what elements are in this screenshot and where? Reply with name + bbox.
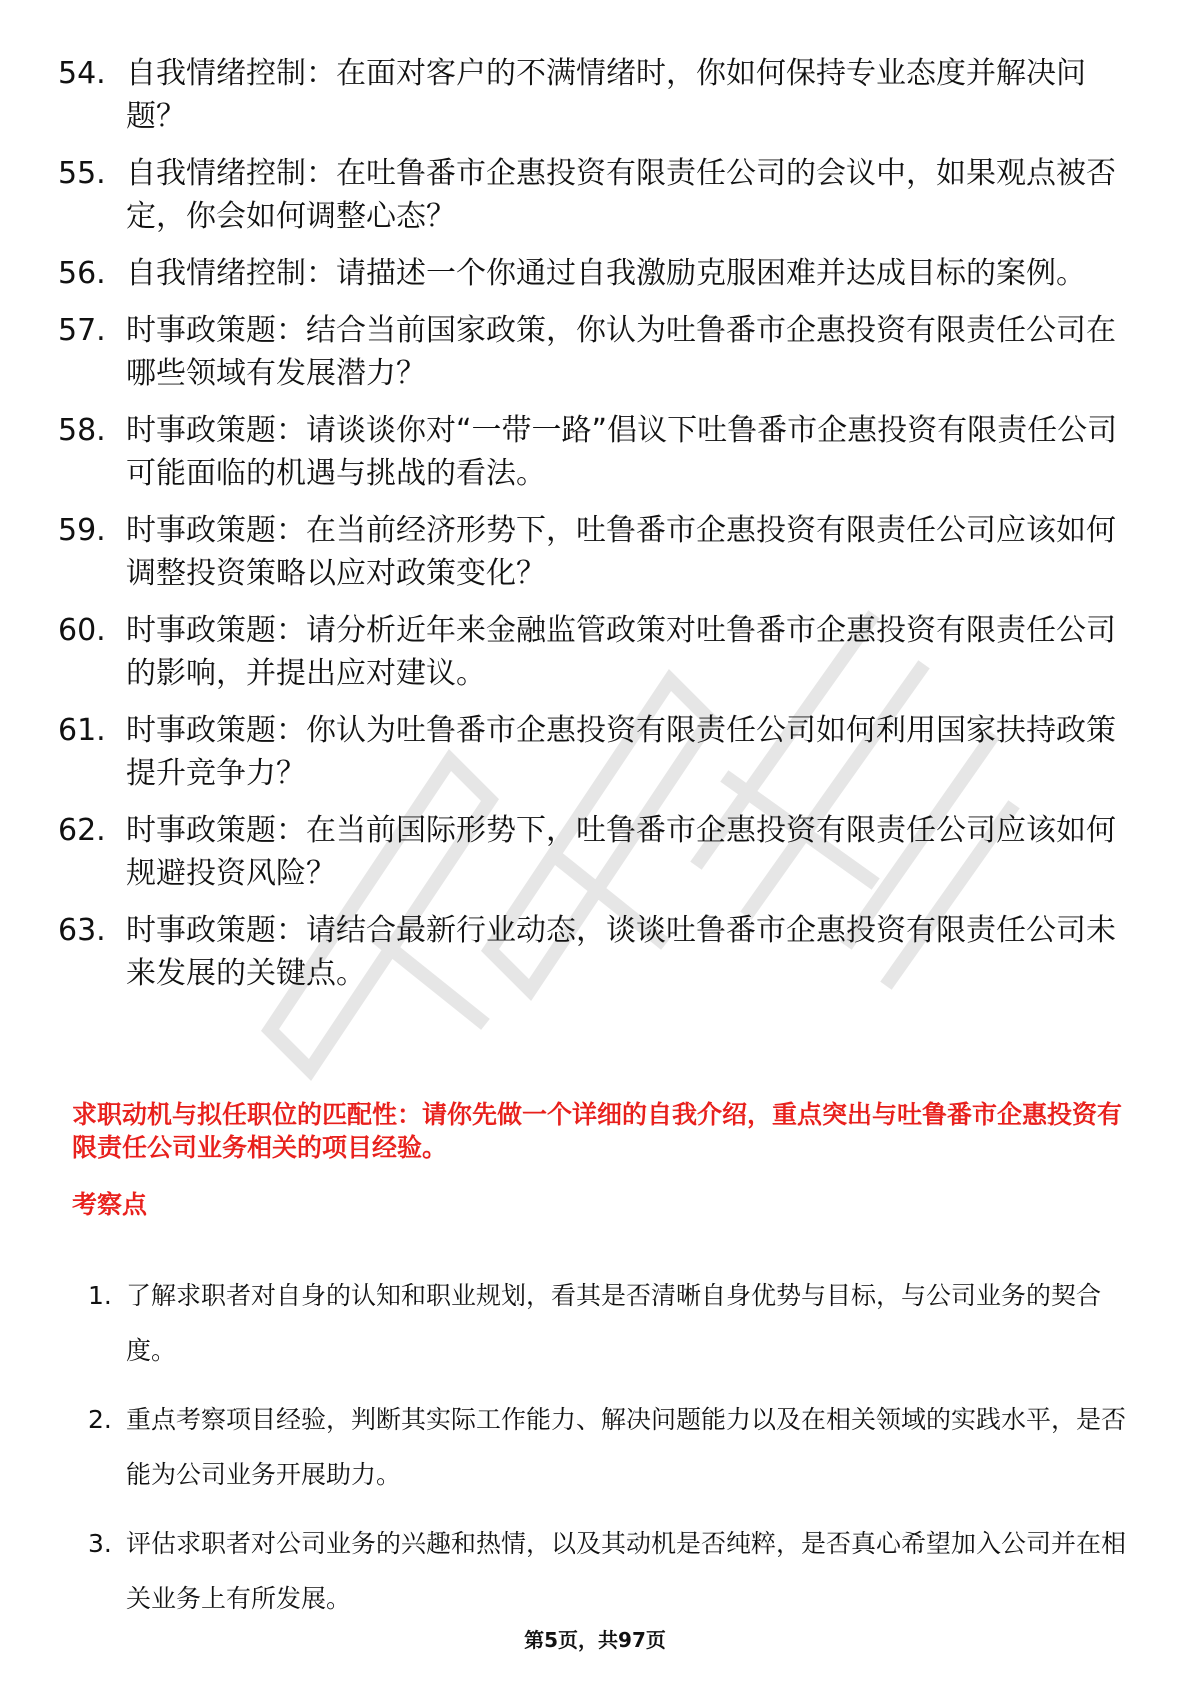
question-item (58, 709, 1118, 795)
question-text: 时事政策题：请谈谈你对“一带一路”倡议下吐鲁番市企惠投资有限责任公司可能面临的机遇与挑战的看法。 (126, 413, 1118, 491)
question-text: 自我情绪控制：在面对客户的不满情绪时，你如何保持专业态度并解决问题？ (126, 56, 1086, 134)
point-number: 3. (88, 1529, 112, 1558)
question-item (58, 409, 1118, 495)
question-number: 54. (58, 56, 106, 91)
question-number: 59. (58, 513, 106, 548)
question-text: 时事政策题：请结合最新行业动态，谈谈吐鲁番市企惠投资有限责任公司未来发展的关键点。 (126, 913, 1116, 991)
question-number: 58. (58, 413, 106, 448)
list-item (88, 1268, 1128, 1378)
question-number: 55. (58, 156, 106, 191)
point-number: 1. (88, 1281, 112, 1310)
assessment-point-list (88, 1268, 1128, 1640)
question-text: 自我情绪控制：请描述一个你通过自我激励克服困难并达成目标的案例。 (126, 256, 1086, 291)
question-text: 时事政策题：在当前国际形势下，吐鲁番市企惠投资有限责任公司应该如何规避投资风险？ (126, 813, 1116, 891)
section-label: 考察点 (72, 1190, 148, 1219)
question-item (58, 252, 1118, 295)
question-item (58, 52, 1118, 138)
question-text: 自我情绪控制：在吐鲁番市企惠投资有限责任公司的会议中，如果观点被否定，你会如何调整心态？ (126, 156, 1116, 234)
question-text: 时事政策题：你认为吐鲁番市企惠投资有限责任公司如何利用国家扶持政策提升竞争力？ (126, 713, 1116, 791)
point-text: 了解求职者对自身的认知和职业规划，看其是否清晰自身优势与目标，与公司业务的契合度。 (126, 1281, 1102, 1365)
question-item (58, 909, 1118, 995)
question-text: 时事政策题：结合当前国家政策，你认为吐鲁番市企惠投资有限责任公司在哪些领域有发展潜力？ (126, 313, 1116, 391)
list-item (88, 1516, 1128, 1626)
list-item (88, 1392, 1128, 1502)
point-number: 2. (88, 1405, 112, 1434)
question-number: 60. (58, 613, 106, 648)
question-item (58, 152, 1118, 238)
featured-question-heading: 求职动机与拟任职位的匹配性：请你先做一个详细的自我介绍，重点突出与吐鲁番市企惠投资有限责任公司业务相关的项目经验。 (72, 1100, 1123, 1162)
question-item (58, 809, 1118, 895)
point-text: 评估求职者对公司业务的兴趣和热情，以及其动机是否纯粹，是否真心希望加入公司并在相关业务上有所发展。 (126, 1529, 1127, 1613)
question-number: 56. (58, 256, 106, 291)
question-list (58, 52, 1118, 1009)
question-item (58, 309, 1118, 395)
point-text: 重点考察项目经验，判断其实际工作能力、解决问题能力以及在相关领域的实践水平，是否能为公司业务开展助力。 (126, 1405, 1127, 1489)
page-footer: 第5页，共97页 (524, 1628, 666, 1652)
question-text: 时事政策题：在当前经济形势下，吐鲁番市企惠投资有限责任公司应该如何调整投资策略以应对政策变化？ (126, 513, 1116, 591)
question-number: 63. (58, 913, 106, 948)
question-number: 61. (58, 713, 106, 748)
question-item (58, 509, 1118, 595)
question-item (58, 609, 1118, 695)
question-number: 62. (58, 813, 106, 848)
question-text: 时事政策题：请分析近年来金融监管政策对吐鲁番市企惠投资有限责任公司的影响，并提出应对建议。 (126, 613, 1116, 691)
question-number: 57. (58, 313, 106, 348)
